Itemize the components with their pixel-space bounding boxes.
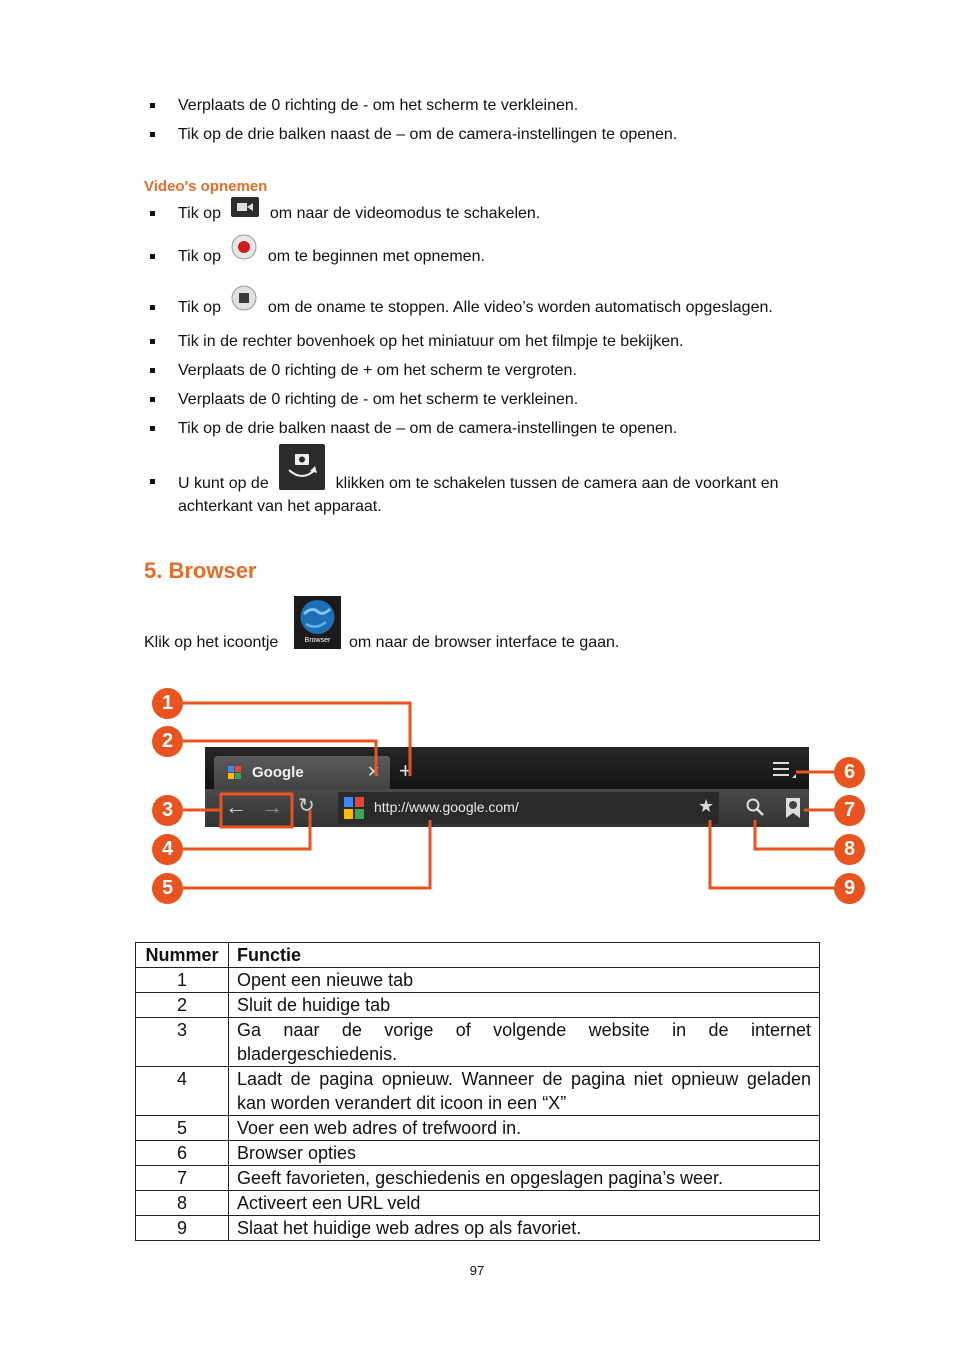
row-number: 9: [136, 1216, 229, 1241]
bullet-marker: [150, 397, 155, 402]
switch-camera-icon: [279, 444, 325, 496]
row-number: 7: [136, 1166, 229, 1191]
bullet-text-post: om te beginnen met opnemen.: [267, 248, 485, 265]
bullet-text: Tik op de drie balken naast de – om de camera-instellingen te openen.: [178, 420, 678, 437]
page-number: 97: [469, 1263, 485, 1278]
table-row: [136, 1191, 820, 1216]
bullet-marker: [150, 103, 155, 108]
bullet-text: Tik in de rechter bovenhoek op het miniatuur om het filmpje te bekijken.: [178, 333, 684, 350]
row-function: Voer een web adres of trefwoord in.: [229, 1116, 820, 1141]
callout-5: 5: [152, 873, 183, 904]
table-row: [136, 1141, 820, 1166]
callout-line-5: [183, 820, 430, 888]
callout-7: 7: [834, 795, 865, 826]
callout-line-8: [755, 820, 834, 849]
browser-intro-post: om naar de browser interface te gaan.: [349, 634, 620, 651]
bullet-text: Verplaats de 0 richting de + om het scherm te vergroten.: [178, 362, 577, 379]
header-nummer: Nummer: [136, 943, 229, 968]
bullet-marker: [150, 132, 155, 137]
bullet-text: [178, 472, 779, 496]
bullet-text: Verplaats de 0 richting de - om het scherm te verkleinen.: [178, 97, 579, 114]
bullet-text-post: om naar de videomodus te schakelen.: [269, 205, 541, 222]
row-function: Geeft favorieten, geschiedenis en opgeslagen pagina’s weer.: [229, 1166, 820, 1191]
bullet-marker: [150, 339, 155, 344]
table-row: [136, 968, 820, 993]
row-number: 8: [136, 1191, 229, 1216]
callout-4: 4: [152, 834, 183, 865]
table-row: [136, 1116, 820, 1141]
row-function: Browser opties: [229, 1141, 820, 1166]
callout-9: 9: [834, 873, 865, 904]
table-row: [136, 1067, 820, 1116]
record-icon: [231, 234, 257, 266]
back-arrow-icon[interactable]: ←: [225, 794, 247, 819]
callout-line-9: [710, 820, 834, 888]
bullet-text-post: om de oname te stoppen. Alle video’s worden automatisch opgeslagen.: [267, 299, 773, 316]
table-row: [136, 1166, 820, 1191]
row-function: Slaat het huidige web adres op als favoriet.: [229, 1216, 820, 1241]
bullet-marker: [150, 305, 155, 310]
callout-2: 2: [152, 726, 183, 757]
table-header-row: [136, 943, 820, 968]
bullet-text: [178, 204, 540, 224]
close-tab-icon[interactable]: ✕: [367, 764, 381, 781]
reload-icon[interactable]: ↻: [298, 795, 315, 817]
bullet-marker: [150, 426, 155, 431]
row-number: 4: [136, 1067, 229, 1116]
callout-line-2: [183, 741, 376, 776]
bullet-marker: [150, 368, 155, 373]
new-tab-icon[interactable]: +: [399, 758, 412, 783]
row-function: Ga naar de vorige of volgende website in de internet bladergeschiedenis.: [229, 1018, 820, 1067]
callout-8: 8: [834, 834, 865, 865]
function-table: [135, 942, 820, 1241]
row-number: 5: [136, 1116, 229, 1141]
row-number: 1: [136, 968, 229, 993]
row-number: 3: [136, 1018, 229, 1067]
row-function: Opent een nieuwe tab: [229, 968, 820, 993]
star-icon[interactable]: ★: [698, 796, 715, 816]
stop-icon: [231, 285, 257, 317]
bullet-text: Verplaats de 0 richting de - om het scherm te verkleinen.: [178, 391, 579, 408]
browser-app-icon: [294, 596, 341, 649]
forward-arrow-icon[interactable]: →: [261, 794, 283, 819]
bullet-text: [178, 247, 485, 267]
table-row: [136, 1216, 820, 1241]
table-row: [136, 993, 820, 1018]
table-row: [136, 1018, 820, 1067]
bullet-marker: [150, 254, 155, 259]
bullet-text: [178, 298, 773, 318]
row-number: 2: [136, 993, 229, 1018]
section-heading: 5. Browser: [144, 558, 257, 583]
header-functie: Functie: [229, 943, 820, 968]
nav-highlight-box: [221, 794, 292, 827]
tab-title: Google: [252, 764, 304, 781]
bullet-marker: [150, 211, 155, 216]
row-function: Laadt de pagina opnieuw. Wanneer de pagina niet opnieuw geladen kan worden verandert dit icoon in een “X”: [229, 1067, 820, 1116]
bullet-text-pre: Tik op: [178, 205, 221, 222]
row-function: Sluit de huidige tab: [229, 993, 820, 1018]
bullet-text-continuation: achterkant van het apparaat.: [178, 498, 382, 515]
bullet-marker: [150, 479, 155, 484]
bullet-text-pre: U kunt op de: [178, 475, 269, 493]
video-camera-icon: [231, 197, 259, 223]
bullet-text: Tik op de drie balken naast de – om de camera-instellingen te openen.: [178, 126, 678, 143]
bullet-text-pre: Tik op: [178, 299, 221, 316]
browser-intro-pre: Klik op het icoontje: [144, 634, 279, 651]
bullet-text-post: klikken om te schakelen tussen de camera aan de voorkant en: [335, 475, 779, 493]
row-number: 6: [136, 1141, 229, 1166]
callout-3: 3: [152, 795, 183, 826]
callout-1: 1: [152, 688, 183, 719]
callout-6: 6: [834, 757, 865, 788]
row-function: Activeert een URL veld: [229, 1191, 820, 1216]
browser-icon-label: Browser: [304, 637, 331, 644]
url-text: http://www.google.com/: [374, 799, 519, 815]
callout-lines: [0, 680, 954, 910]
video-heading: Video's opnemen: [144, 178, 268, 195]
bullet-text-pre: Tik op: [178, 248, 221, 265]
